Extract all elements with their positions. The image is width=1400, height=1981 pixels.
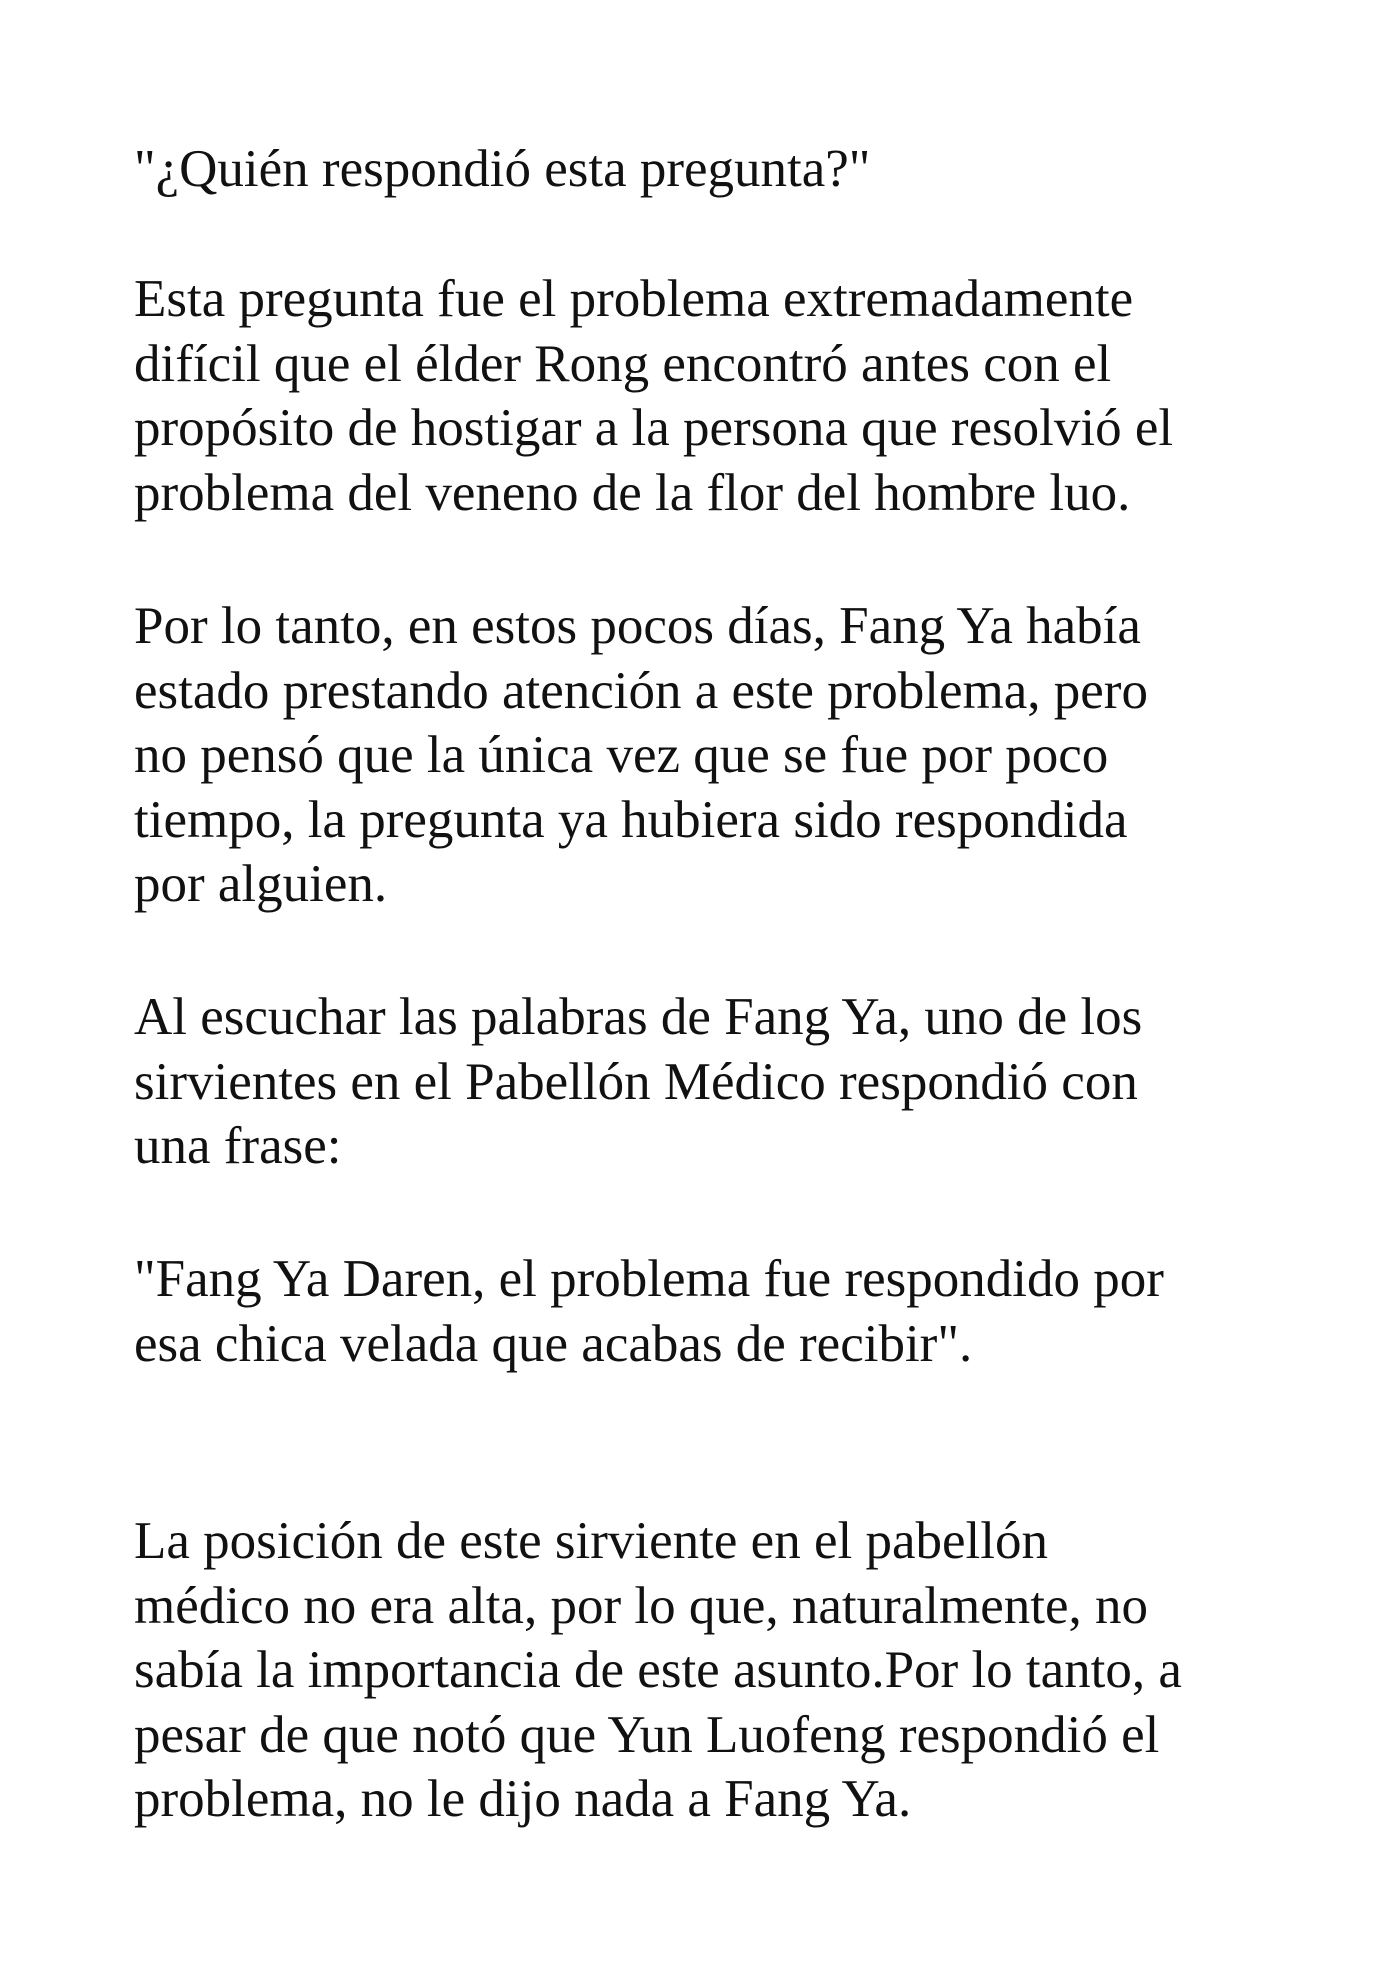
paragraph-line: una frase: bbox=[134, 1117, 342, 1175]
paragraph-line: sirvientes en el Pabellón Médico respondió con bbox=[134, 1052, 1138, 1111]
paragraph-line: estado prestando atención a este problema, pero bbox=[134, 661, 1148, 720]
paragraph-line: propósito de hostigar a la persona que resolvió el bbox=[134, 399, 1174, 457]
paragraph-line: problema, no le dijo nada a Fang Ya. bbox=[134, 1770, 912, 1828]
paragraph-line: difícil que el élder Rong encontró antes con el bbox=[134, 334, 1112, 393]
paragraph-line: "Fang Ya Daren, el problema fue respondido por bbox=[134, 1250, 1164, 1308]
paragraph-6 bbox=[134, 1509, 1314, 1832]
paragraph-line: no pensó que la única vez que se fue por poco bbox=[134, 726, 1109, 784]
paragraph-line: pesar de que notó que Yun Luofeng respondió el bbox=[134, 1705, 1160, 1764]
paragraph-1 bbox=[134, 137, 1314, 202]
paragraph-3 bbox=[134, 594, 1314, 917]
paragraph-line: esa chica velada que acabas de recibir". bbox=[134, 1314, 973, 1373]
paragraph-line: sabía la importancia de este asunto.Por lo tanto, a bbox=[134, 1641, 1182, 1699]
paragraph-line: tiempo, la pregunta ya hubiera sido respondida bbox=[134, 790, 1128, 849]
paragraph-line: problema del veneno de la flor del hombre luo. bbox=[134, 463, 1131, 522]
paragraph-line: La posición de este sirviente en el pabellón bbox=[134, 1512, 1048, 1570]
paragraph-line: Por lo tanto, en estos pocos días, Fang Ya había bbox=[134, 597, 1141, 655]
paragraph-line: Esta pregunta fue el problema extremadamente bbox=[134, 270, 1134, 328]
paragraph-4 bbox=[134, 985, 1314, 1179]
paragraph-line: Al escuchar las palabras de Fang Ya, uno de los bbox=[134, 988, 1143, 1046]
paragraph-2 bbox=[134, 267, 1314, 525]
paragraph-5 bbox=[134, 1247, 1314, 1376]
paragraph-line: "¿Quién respondió esta pregunta?" bbox=[134, 140, 871, 198]
paragraph-line: médico no era alta, por lo que, naturalmente, no bbox=[134, 1576, 1148, 1635]
paragraph-line: por alguien. bbox=[134, 855, 388, 913]
